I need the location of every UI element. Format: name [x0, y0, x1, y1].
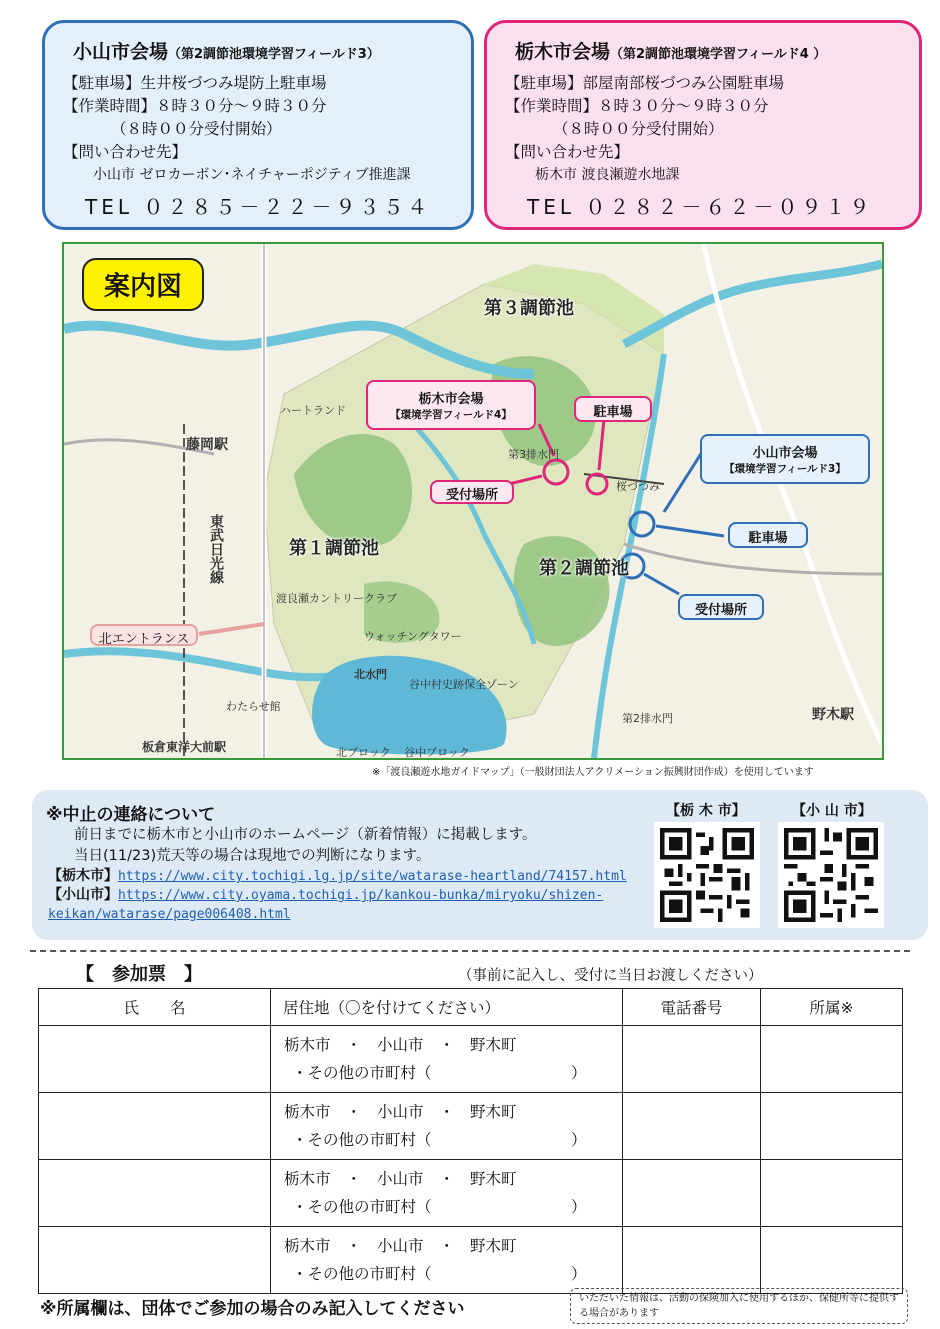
oyama-hours: 【作業時間】８時３０分～９時３０分	[63, 97, 327, 115]
pond-1-label: 第１調節池	[289, 538, 379, 559]
heartland-label: ハートランド	[280, 404, 346, 417]
residence-field[interactable]: 栃木市 ・ 小山市 ・ 野木町 ・その他の市町村（ ）	[271, 1160, 623, 1227]
tochigi-venue-title: 栃木市会場（第2調節池環境学習フィールド4 ）	[515, 41, 827, 63]
callout-tochigi-venue: 栃木市会場 【環境学習フィールド4】	[366, 380, 536, 430]
qr-label-tochigi: 【栃 木 市】	[666, 803, 746, 819]
entry-form-note: （事前に記入し、受付に当日お渡しください）	[458, 968, 763, 984]
affiliation-footnote: ※所属欄は、団体でご参加の場合のみ記入してください	[40, 1299, 465, 1319]
phone-field[interactable]	[623, 1227, 761, 1294]
callout-tochigi-parking: 駐車場	[574, 396, 652, 422]
entry-form-title: 【 参加票 】	[76, 964, 202, 985]
pond-3-label: 第３調節池	[484, 298, 574, 319]
residence-field[interactable]: 栃木市 ・ 小山市 ・ 野木町 ・その他の市町村（ ）	[271, 1093, 623, 1160]
itakura-station: 板倉東洋大前駅	[142, 740, 227, 754]
tobu-line: 東武日光線	[208, 514, 224, 584]
tochigi-url-link[interactable]: https://www.city.tochigi.lg.jp/site/watarase-heartland/74157.html	[118, 869, 627, 884]
header-name: 氏 名	[39, 989, 271, 1026]
header-affiliation: 所属※	[761, 989, 903, 1026]
affiliation-field[interactable]	[761, 1026, 903, 1093]
oyama-reception: （８時００分受付開始）	[111, 120, 282, 138]
qr-code-tochigi[interactable]	[654, 822, 760, 928]
dai2-haisuimon-label: 第2排水門	[622, 712, 673, 725]
tochigi-contact-label: 【問い合わせ先】	[505, 143, 630, 161]
phone-field[interactable]	[623, 1026, 761, 1093]
fujioka-station: 藤岡駅	[186, 437, 228, 453]
residence-field[interactable]: 栃木市 ・ 小山市 ・ 野木町 ・その他の市町村（ ）	[271, 1026, 623, 1093]
tochigi-reception: （８時００分受付開始）	[553, 120, 724, 138]
residence-field[interactable]: 栃木市 ・ 小山市 ・ 野木町 ・その他の市町村（ ）	[271, 1227, 623, 1294]
name-field[interactable]	[39, 1093, 271, 1160]
name-field[interactable]	[39, 1160, 271, 1227]
dai3-haisuimon-label: 第3排水門	[508, 448, 559, 461]
header-phone: 電話番号	[623, 989, 761, 1026]
sakurazutsumi-label: 桜づつみ	[616, 480, 660, 493]
oyama-contact-org: 小山市 ゼロカーボン･ネイチャーポジティブ推進課	[93, 167, 411, 183]
oyama-url-link-2[interactable]: keikan/watarase/page006408.html	[48, 907, 291, 922]
tochigi-url-row: 【栃木市】https://www.city.tochigi.lg.jp/site/watarase-heartland/74157.html	[48, 868, 627, 884]
yanaka-zone-label: 谷中村史跡保全ゾーン	[409, 678, 519, 691]
header-residence: 居住地（〇を付けてください）	[271, 989, 623, 1026]
entry-form-table	[38, 988, 903, 1294]
country-club-label: 渡良瀬カントリークラブ	[276, 592, 397, 605]
table-row	[39, 1026, 903, 1093]
callout-tochigi-reception: 受付場所	[430, 480, 514, 504]
phone-field[interactable]	[623, 1093, 761, 1160]
oyama-venue-box	[42, 20, 474, 230]
callout-oyama-parking: 駐車場	[728, 522, 808, 548]
callout-north-entrance: 北エントランス	[90, 624, 198, 646]
oyama-url-link-1[interactable]: https://www.city.oyama.tochigi.jp/kankou-bunka/miryoku/shizen-	[118, 888, 604, 903]
cut-line	[30, 950, 910, 952]
oyama-tel: TEL ０２８５－２２－９３５４	[85, 195, 432, 219]
affiliation-field[interactable]	[761, 1093, 903, 1160]
pond-2-label: 第２調節池	[539, 558, 629, 579]
affiliation-field[interactable]	[761, 1227, 903, 1294]
qr-label-oyama: 【小 山 市】	[792, 803, 872, 819]
qr-code-oyama[interactable]	[778, 822, 884, 928]
table-header-row	[39, 989, 903, 1026]
watching-tower-label: ウォッチングタワー	[364, 630, 462, 643]
notice-title: ※中止の連絡について	[46, 805, 216, 825]
privacy-note: いただいた情報は、活動の保険加入に使用するほか、保健所等に提供する場合があります	[570, 1288, 908, 1324]
name-field[interactable]	[39, 1026, 271, 1093]
nogi-station: 野木駅	[812, 707, 854, 723]
oyama-url-row: 【小山市】https://www.city.oyama.tochigi.jp/kankou-bunka/miryoku/shizen-	[48, 887, 604, 903]
oyama-parking: 【駐車場】生井桜づつみ堤防上駐車場	[63, 74, 327, 92]
oyama-venue-title: 小山市会場（第2調節池環境学習フィールド3）	[73, 41, 380, 63]
table-row	[39, 1227, 903, 1294]
notice-line-2: 当日(11/23)荒天等の場合は現地での判断になります。	[74, 848, 431, 864]
table-row	[39, 1160, 903, 1227]
table-row	[39, 1093, 903, 1160]
tochigi-contact-org: 栃木市 渡良瀬遊水地課	[535, 167, 680, 183]
yanaka-block-label: 谷中ブロック	[404, 746, 470, 759]
affiliation-field[interactable]	[761, 1160, 903, 1227]
notice-line-1: 前日までに栃木市と小山市のホームページ（新着情報）に掲載します。	[74, 827, 537, 843]
kita-block-label: 北ブロック	[336, 746, 391, 759]
map-title: 案内図	[82, 258, 204, 311]
kitasuimon-label: 北水門	[354, 668, 387, 681]
tochigi-tel: TEL ０２８２－６２－０９１９	[527, 195, 874, 219]
tochigi-hours: 【作業時間】８時３０分～９時３０分	[505, 97, 769, 115]
callout-oyama-venue: 小山市会場 【環境学習フィールド3】	[700, 434, 870, 484]
name-field[interactable]	[39, 1227, 271, 1294]
oyama-contact-label: 【問い合わせ先】	[63, 143, 188, 161]
watarasekan-label: わたらせ館	[226, 700, 281, 713]
map-credit: ※「渡良瀬遊水地ガイドマップ」（一般財団法人アクリメーション振興財団作成）を使用しています	[372, 767, 814, 778]
tochigi-venue-box	[484, 20, 922, 230]
tochigi-parking: 【駐車場】部屋南部桜づつみ公園駐車場	[505, 74, 785, 92]
phone-field[interactable]	[623, 1160, 761, 1227]
guide-map	[62, 242, 884, 760]
callout-oyama-reception: 受付場所	[678, 594, 764, 620]
